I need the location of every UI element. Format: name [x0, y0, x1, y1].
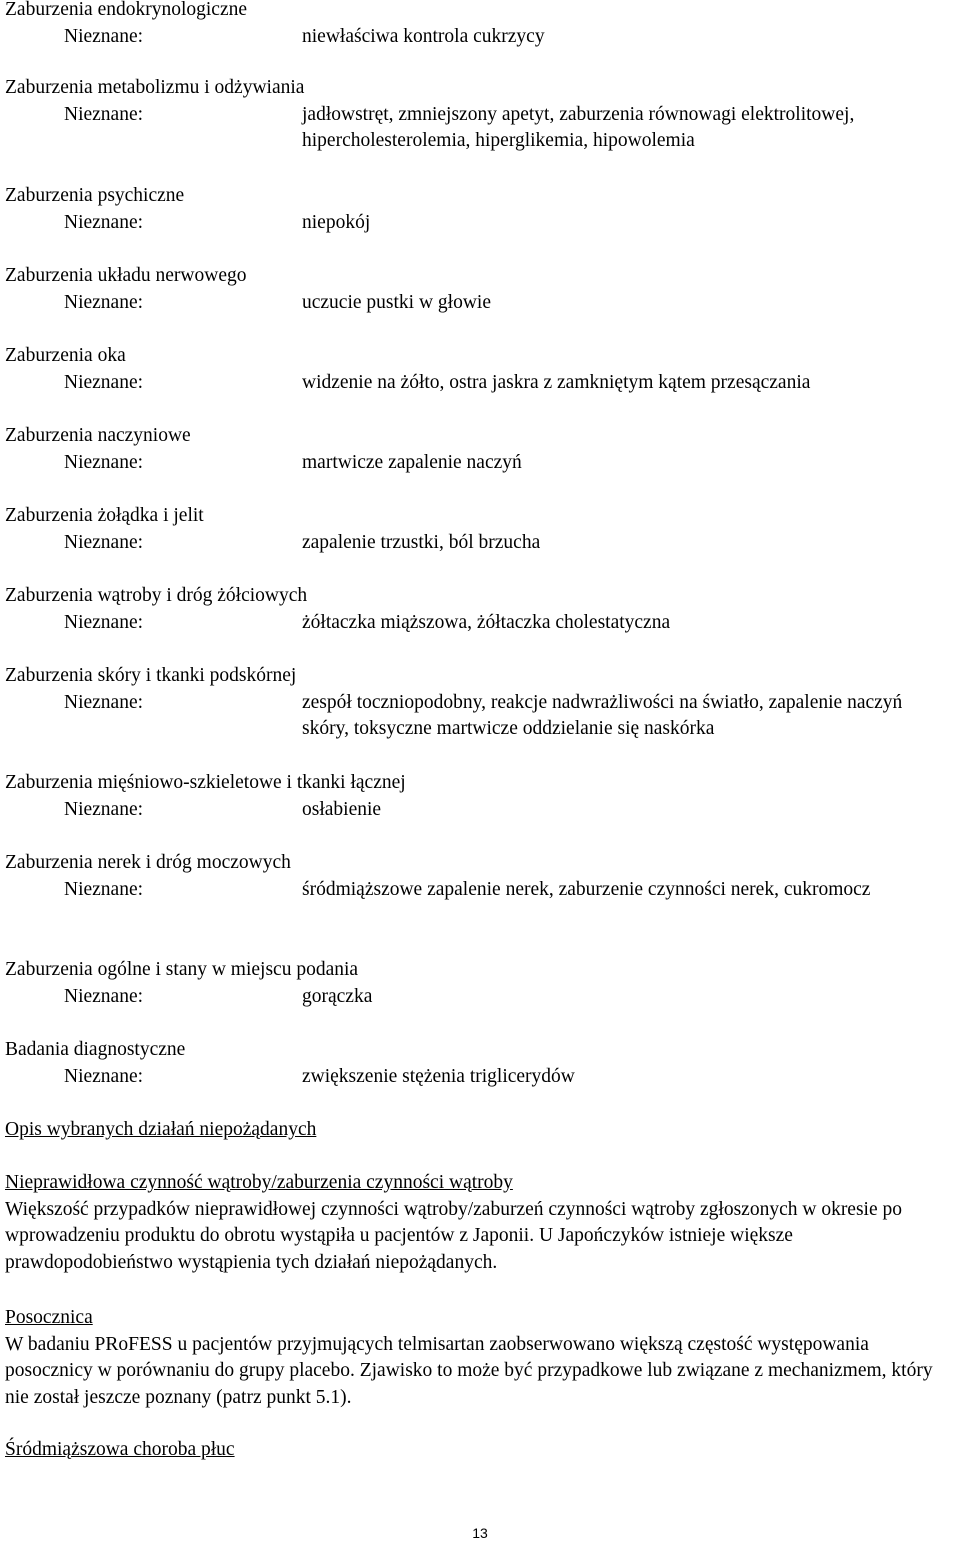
entry-vascular [5, 423, 955, 476]
frequency-label: Nieznane: [64, 1065, 144, 1087]
frequency-label: Nieznane: [64, 798, 144, 820]
reaction-value: uczucie pustki w głowie [302, 291, 491, 313]
category-heading: Zaburzenia endokrynologiczne [5, 0, 248, 20]
liver-heading: Nieprawidłowa czynność wątroby/zaburzenia czynności wątroby [5, 1172, 513, 1193]
frequency-label: Nieznane: [64, 451, 144, 473]
section-heading [5, 1117, 950, 1144]
category-heading: Zaburzenia skóry i tkanki podskórnej [5, 665, 297, 686]
category-heading: Badania diagnostyczne [5, 1039, 186, 1060]
entry-hepatobiliary [5, 583, 955, 636]
reaction-value: jadłowstręt, zmniejszony apetyt, zaburzenia równowagi elektrolitowej, hipercholesterolemia, hiperglikemia, hipowolemia [302, 103, 855, 151]
category-heading: Zaburzenia ogólne i stany w miejscu podania [5, 959, 359, 980]
frequency-label: Nieznane: [64, 691, 144, 713]
reaction-value: zespół toczniopodobny, reakcje nadwrażliwości na światło, zapalenie naczyń skóry, toksyczne martwicze oddzielanie się naskórka [302, 691, 903, 739]
reaction-value: śródmiąższowe zapalenie nerek, zaburzenie czynności nerek, cukromocz [302, 878, 871, 900]
category-heading: Zaburzenia metabolizmu i odżywiania [5, 77, 305, 98]
reaction-value: zwiększenie stężenia triglicerydów [302, 1065, 575, 1087]
entry-general [5, 957, 955, 1010]
frequency-label: Nieznane: [64, 25, 144, 47]
entry-endocrine [5, 0, 955, 50]
entry-eye [5, 343, 955, 396]
frequency-label: Nieznane: [64, 611, 144, 633]
reaction-value: martwicze zapalenie naczyń [302, 451, 522, 473]
reaction-value: zapalenie trzustki, ból brzucha [302, 531, 541, 553]
reaction-value: żółtaczka miąższowa, żółtaczka cholestatyczna [302, 611, 671, 633]
entry-renal [5, 850, 955, 903]
entry-musculoskeletal [5, 770, 955, 823]
entry-metabolism [5, 75, 955, 151]
frequency-label: Nieznane: [64, 291, 144, 313]
entry-nervous [5, 263, 955, 316]
category-heading: Zaburzenia psychiczne [5, 185, 185, 206]
frequency-label: Nieznane: [64, 103, 144, 125]
reaction-value: osłabienie [302, 798, 382, 820]
reaction-value: niewłaściwa kontrola cukrzycy [302, 25, 545, 47]
sepsis-heading: Posocznica [5, 1307, 93, 1328]
ild-heading: Śródmiąższowa choroba płuc [5, 1439, 235, 1460]
reaction-value: niepokój [302, 211, 371, 233]
category-heading: Zaburzenia oka [5, 345, 126, 366]
entry-investigations [5, 1037, 955, 1090]
frequency-label: Nieznane: [64, 211, 144, 233]
reaction-value: gorączka [302, 985, 373, 1007]
liver-section [5, 1170, 950, 1276]
category-heading: Zaburzenia układu nerwowego [5, 265, 247, 286]
frequency-label: Nieznane: [64, 985, 144, 1007]
frequency-label: Nieznane: [64, 531, 144, 553]
category-heading: Zaburzenia żołądka i jelit [5, 505, 204, 526]
category-heading: Zaburzenia mięśniowo-szkieletowe i tkanki łącznej [5, 772, 406, 793]
ild-section [5, 1437, 950, 1464]
entry-skin [5, 663, 955, 739]
sepsis-section [5, 1305, 950, 1411]
liver-text: Większość przypadków nieprawidłowej czynności wątroby/zaburzeń czynności wątroby zgłoszonych w okresie po wprowadzeniu produktu do obrotu wystąpiła u pacjentów z Japonii. U Japończyków istnieje większe prawdopodobieństwo wystąpienia tych działań niepożądanych. [5, 1198, 902, 1273]
page-number: 13 [472, 1525, 488, 1541]
category-heading: Zaburzenia wątroby i dróg żółciowych [5, 585, 308, 606]
section-heading-text: Opis wybranych działań niepożądanych [5, 1119, 317, 1140]
reaction-value: widzenie na żółto, ostra jaskra z zamkniętym kątem przesączania [302, 371, 811, 393]
category-heading: Zaburzenia naczyniowe [5, 425, 191, 446]
sepsis-text: W badaniu PRoFESS u pacjentów przyjmujących telmisartan zaobserwowano większą częstość występowania posocznicy w porównaniu do grupy placebo. Zjawisko to może być przypadkowe lub związane z mechanizmem, który nie został jeszcze poznany (patrz punkt 5.1). [5, 1333, 933, 1408]
entry-psychiatric [5, 183, 955, 236]
frequency-label: Nieznane: [64, 878, 144, 900]
category-heading: Zaburzenia nerek i dróg moczowych [5, 852, 291, 873]
entry-gastro [5, 503, 955, 556]
frequency-label: Nieznane: [64, 371, 144, 393]
